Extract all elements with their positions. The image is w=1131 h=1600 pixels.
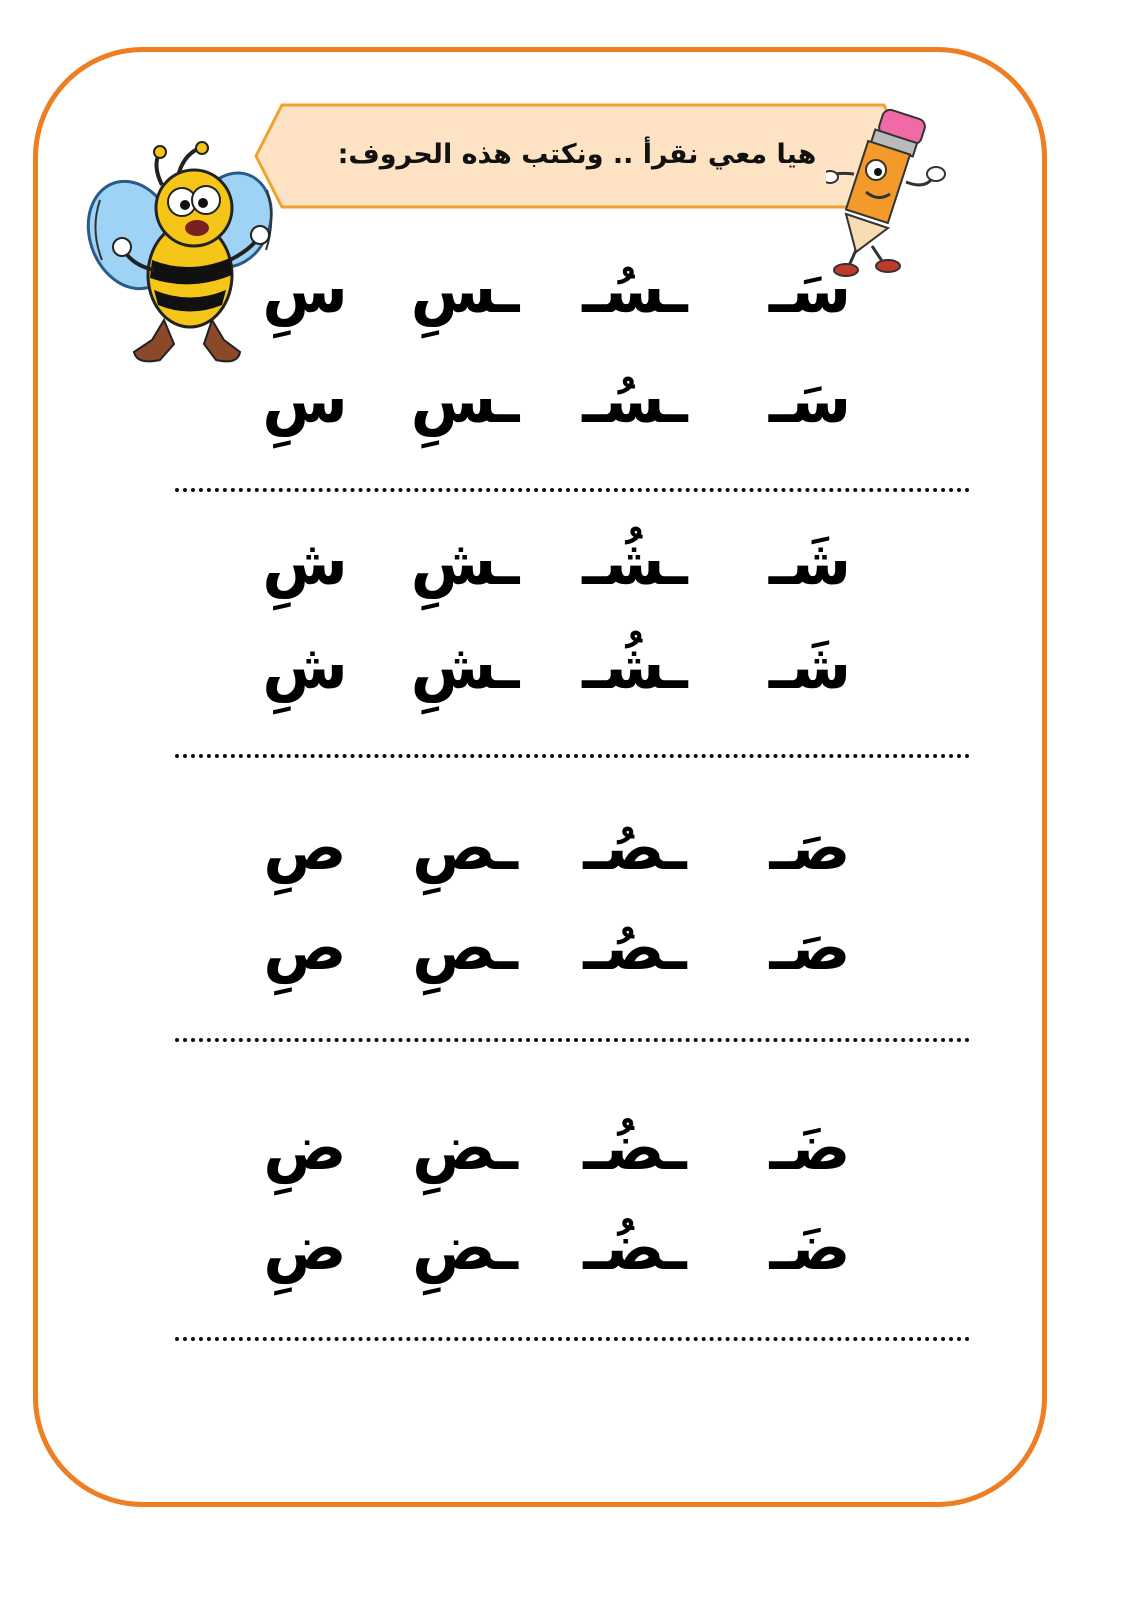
letter-form-initial: ضَـ — [769, 1211, 851, 1284]
letter-form-isolated: صِ — [263, 911, 347, 984]
letter-form-final: ـضِ — [412, 1211, 518, 1284]
letter-form-final: ـصِ — [412, 811, 518, 884]
letter-form-final: ـسِ — [410, 364, 520, 437]
letter-form-final: ـشِ — [410, 526, 520, 599]
letter-form-isolated: صِ — [263, 811, 347, 884]
writing-line — [175, 754, 970, 758]
letter-form-final: ـصِ — [412, 911, 518, 984]
title-banner — [254, 103, 910, 209]
letter-form-final: ـسِ — [410, 254, 520, 327]
letter-row — [140, 515, 1000, 611]
letter-form-final: ـضِ — [412, 1111, 518, 1184]
writing-line — [175, 1337, 970, 1341]
letter-form-medial: ـصُـ — [583, 811, 687, 884]
letter-form-initial: صَـ — [769, 911, 851, 984]
letter-row — [140, 1100, 1000, 1196]
writing-line — [175, 488, 970, 492]
letter-form-isolated: ضِ — [263, 1111, 347, 1184]
letter-row — [140, 800, 1000, 896]
letter-row — [140, 900, 1000, 996]
letter-form-medial: ـسُـ — [582, 364, 688, 437]
letter-form-final: ـشِ — [410, 630, 520, 703]
letter-row — [140, 353, 1000, 449]
letter-form-medial: ـصُـ — [583, 911, 687, 984]
letter-form-isolated: شِ — [262, 630, 348, 703]
letter-form-initial: شَـ — [768, 630, 852, 703]
letter-form-medial: ـشُـ — [582, 630, 688, 703]
letter-form-medial: ـضُـ — [583, 1211, 687, 1284]
letter-row — [140, 1200, 1000, 1296]
letter-form-initial: ضَـ — [769, 1111, 851, 1184]
letter-form-medial: ـضُـ — [583, 1111, 687, 1184]
writing-line — [175, 1038, 970, 1042]
letter-form-initial: صَـ — [769, 811, 851, 884]
letter-form-isolated: شِ — [262, 526, 348, 599]
letter-form-initial: سَـ — [768, 364, 852, 437]
letter-form-isolated: سِ — [262, 364, 348, 437]
letter-row — [140, 243, 1000, 339]
letter-form-initial: شَـ — [768, 526, 852, 599]
letter-form-medial: ـشُـ — [582, 526, 688, 599]
letter-form-isolated: سِ — [262, 254, 348, 327]
letter-form-medial: ـسُـ — [582, 254, 688, 327]
letter-row — [140, 619, 1000, 715]
letter-form-initial: سَـ — [768, 254, 852, 327]
letter-form-isolated: ضِ — [263, 1211, 347, 1284]
page-title: هيا معي نقرأ .. ونكتب هذه الحروف: — [337, 139, 817, 170]
